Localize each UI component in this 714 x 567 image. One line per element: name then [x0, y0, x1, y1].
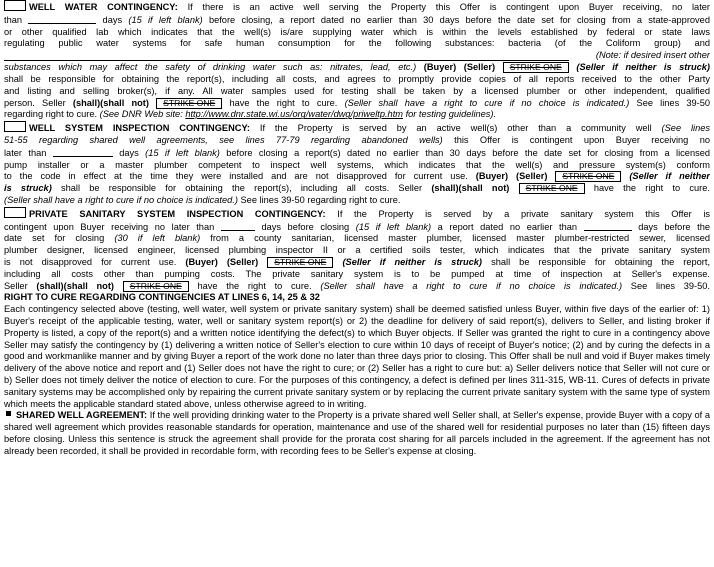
well-water-checkbox[interactable]: [4, 0, 26, 11]
well-system-days-blank[interactable]: [53, 147, 113, 157]
text: (See DNR Web site:: [99, 109, 183, 120]
shared-well-text: If the well providing drinking water to the Property is a private shared well Seller shall, at Seller's expense, provide Buyer with a copy of a shared well agreement which provides reasonable standards for operation, maintenance and use of the shared well for residential purposes no later than (15) fifteen days before closing. Unless this sentence is struck the agreement shall provide for the prorata cost sharing for all parcels included in the agreement. If the agreement has not already been recorded, it shall be provided in recordable form, with recording fees to be Seller's expense at closing.: [4, 410, 710, 456]
text: (Buyer) (Seller): [475, 171, 548, 182]
sanitary-checkbox[interactable]: [4, 207, 26, 218]
shared-well-heading: SHARED WELL AGREEMENT:: [16, 410, 148, 421]
text: (Buyer) (Seller): [185, 256, 259, 267]
well-water-line-10: [4, 109, 710, 121]
well-water-line-3: or other qualified lab which indicates that the well(s) is/are supplying water which is within the levels established by federal or state laws: [4, 26, 710, 37]
strike-one-box[interactable]: STRIKE ONE: [156, 98, 222, 109]
well-water-line-9: [4, 98, 710, 110]
text: days before the: [638, 221, 710, 232]
well-system-line-1: [4, 121, 710, 135]
text: (Seller shall have a right to cure if no choice is indicated.): [344, 97, 630, 108]
well-water-line-6: [4, 62, 710, 74]
well-water-line-2: [4, 14, 710, 27]
text: this Offer is contingent upon Buyer receiving no: [454, 134, 710, 145]
text: before closing, a report dated no earlier than 30 days before the date set for closing from a state-approved: [208, 14, 710, 25]
text: date set for closing: [4, 233, 105, 244]
text: shall be responsible for obtaining the report,: [491, 256, 710, 267]
text: for testing guidelines).: [405, 109, 497, 120]
sanitary-heading: PRIVATE SANITARY SYSTEM INSPECTION CONTINGENCY:: [29, 208, 326, 219]
text: have the right to cure.: [197, 280, 312, 291]
text: If the Property is served by a private sanitary system this Offer is: [337, 208, 710, 219]
strike-one-box[interactable]: STRIKE ONE: [519, 183, 585, 194]
text: (shall)(shall not): [36, 280, 114, 291]
text: shall be responsible for obtaining the report(s), including all costs. Seller: [61, 183, 423, 194]
well-system-line-5: [4, 171, 710, 183]
sanitary-days-blank[interactable]: [221, 221, 255, 231]
sanitary-line-3: [4, 233, 710, 245]
text: (See lines: [661, 123, 710, 134]
strike-one-box[interactable]: STRIKE ONE: [555, 171, 621, 182]
well-water-line-7: shall be responsible for obtaining the report(s), including all costs, and agrees to promptly provide copies of all reports received to the other Party: [4, 73, 710, 84]
right-to-cure-heading: RIGHT TO CURE REGARDING CONTINGENCIES AT LINES 6, 14, 25 & 32: [4, 292, 320, 303]
sanitary-line-5: [4, 257, 710, 269]
text: (shall)(shall not): [72, 97, 149, 108]
text: (30 if left blank): [114, 233, 201, 244]
text: days: [119, 147, 139, 158]
text: (Seller shall have a right to cure if no choice is indicated.): [4, 194, 238, 205]
text: See lines 39-50 regarding right to cure.: [240, 194, 401, 205]
sanitary-report-days-blank[interactable]: [584, 221, 632, 231]
text: have the right to cure.: [229, 97, 338, 108]
text: See lines 39-50: [636, 97, 710, 108]
text: (Seller if neither: [629, 171, 710, 182]
bullet-icon: [6, 411, 11, 416]
text: (15 if left blank): [128, 14, 203, 25]
text: contingent upon Buyer receiving no later than: [4, 221, 215, 232]
sanitary-line-2: [4, 221, 710, 234]
text: (shall)(shall not): [431, 183, 510, 194]
text: (Note: if desired insert other: [595, 50, 710, 61]
text: See lines 39-50.: [630, 280, 710, 291]
well-system-heading: WELL SYSTEM INSPECTION CONTINGENCY:: [29, 123, 251, 134]
text: 51-55 regarding shared well agreements, see lines 77-79 regarding abandoned wells): [4, 134, 443, 145]
strike-one-box[interactable]: STRIKE ONE: [503, 62, 569, 73]
text: than: [4, 14, 23, 25]
text: If the Property is served by an active well(s) other than a community well: [259, 123, 652, 134]
sanitary-line-4: plumber designer, licensed engineer, licensed plumbing inspector II or a certified soils tester, which indicates that the private sanitary system: [4, 245, 710, 256]
well-water-line-8: and listing and selling broker(s), if any. All water samples used for testing shall be taken by a licensed plumber or other independent, qualified: [4, 85, 710, 96]
text: (Seller if neither is struck): [576, 62, 710, 73]
well-water-heading: WELL WATER CONTINGENCY:: [29, 2, 178, 12]
text: regarding right to cure.: [4, 109, 98, 120]
other-substances-blank[interactable]: [4, 51, 569, 61]
text: (15 if left blank): [355, 221, 432, 232]
well-system-line-4: pump installer or a master plumber competent to inspect well systems, which indicates that the well(s) and pressure system(s) conform: [4, 159, 710, 170]
well-water-line-1: [4, 0, 710, 14]
text: have the right to cure.: [593, 183, 710, 194]
text: (Buyer) (Seller): [423, 62, 496, 73]
well-system-line-7: [4, 195, 710, 207]
well-system-checkbox[interactable]: [4, 121, 26, 132]
right-to-cure-paragraph: Each contingency selected above (testing, well water, well system or private sanitary system) shall be deemed satisfied unless Buyer, within five days of the earlier of: 1) Buyer's receipt of the applicable testing, water, well or sanitary system report(s) or 2) the deadline for delivery of said report(s), delivers to Seller, and listing broker if Property is listed, a copy of the report(s) and a written notice identifying the defect(s) to which Buyer objects. If Seller was granted the right to cure in a contingency above Seller may satisfy the contingency by (1) delivering a written notice of Seller's election to cure within 10 days of receipt of Buyer's notice; (2) and by curing the defects in a good and workmanlike manner and by giving Buyer a report of the work done no later than three days prior to closing. This Offer shall be null and void if Buyer makes timely delivery of the above notice and report and (1) Seller does not have the right to cure; or (2) Seller has a right to cure but: a) Seller delivers notice that Seller will not cure or b) Seller does not timely deliver the notice of election to cure. For the purposes of this contingency, a defect is defined per lines 311-315, WB-11. Cures of defects in private sanitary systems may be accomplished only by repairing the current private sanitary system or by replacing the current private sanitary system with the same type of system which meets the applicable standard stated above, unless otherwise agreed to in writing.: [4, 304, 710, 409]
sanitary-line-7: [4, 281, 710, 293]
well-water-days-blank[interactable]: [28, 14, 96, 24]
text: substances which may affect the safety of drinking water such as: nitrates, lead, etc.): [4, 62, 417, 73]
text: later than: [4, 147, 47, 158]
strike-one-box[interactable]: STRIKE ONE: [123, 281, 189, 292]
text: before closing a report(s) dated no earlier than 30 days before the date set for closing from a licensed: [226, 147, 710, 158]
sanitary-line-1: [4, 207, 710, 221]
well-system-line-2: [4, 135, 710, 147]
text: person. Seller: [4, 97, 66, 108]
well-water-line-4: regulating public water systems for safe human consumption for the following substances: bacteria (of the Coliform group) and: [4, 38, 710, 49]
well-water-line-5: [4, 50, 710, 62]
text: days before closing: [261, 221, 350, 232]
well-water-text: If there is an active well serving the Property this Offer is contingent upon Buyer receiving, no later: [187, 2, 710, 12]
sanitary-line-6: including all costs other than pumping costs. The private sanitary system is to be pumped at time of inspection at Seller's expense.: [4, 268, 710, 279]
text: (Seller shall have a right to cure if no choice is indicated.): [320, 280, 623, 291]
text: to the code in effect at the time they were installed and are not disapproved for current use.: [4, 171, 468, 182]
text: (15 if left blank): [145, 147, 220, 158]
text: Seller: [4, 280, 28, 291]
text: days: [102, 14, 123, 25]
text: is struck): [4, 183, 52, 194]
text: from a county sanitarian, licensed master plumber, licensed master plumber-restricted sewer, licensed: [210, 233, 710, 244]
text: a report dated no earlier than: [437, 221, 578, 232]
well-system-line-6: [4, 183, 710, 195]
dnr-link[interactable]: http://www.dnr.state.wi.us/org/water/dwg/priweltp.htm: [185, 109, 403, 120]
strike-one-box[interactable]: STRIKE ONE: [267, 257, 333, 268]
text: is not disapproved for current use.: [4, 256, 177, 267]
shared-well-paragraph: [4, 410, 710, 457]
text: (Seller if neither is struck): [342, 256, 483, 267]
well-system-line-3: [4, 147, 710, 160]
